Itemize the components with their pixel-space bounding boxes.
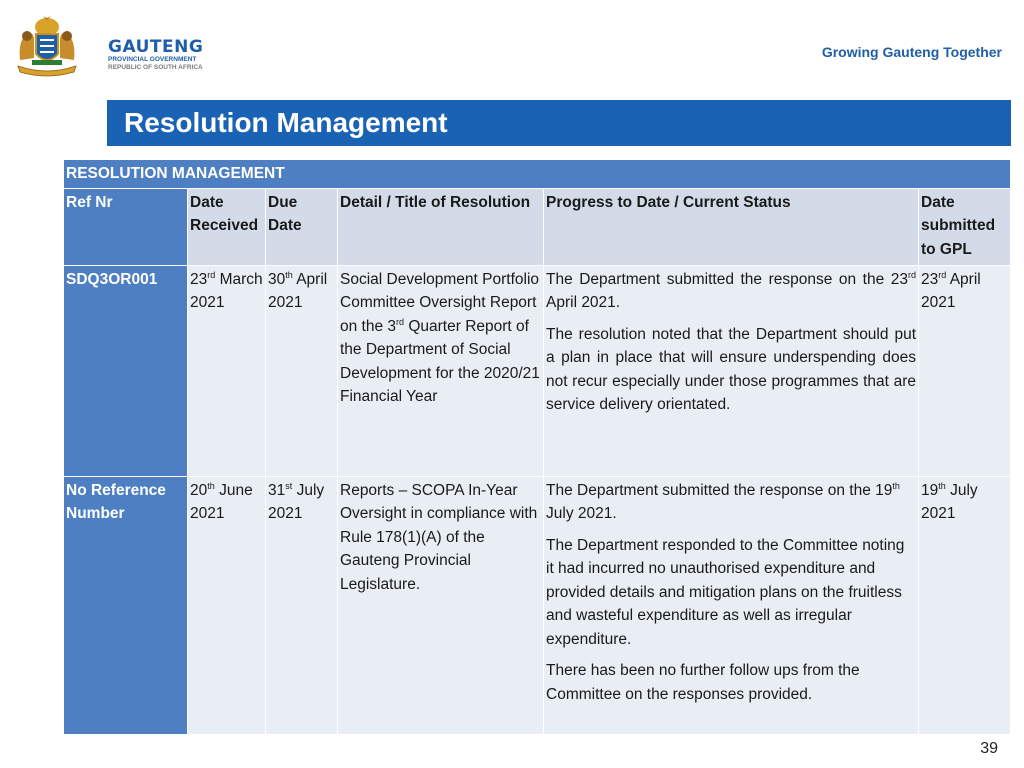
progress-paragraph: The Department submitted the response on the 19th July 2021. [546, 480, 900, 522]
section-title: RESOLUTION MANAGEMENT [64, 160, 1011, 189]
cell-date-submitted: 19th July 2021 [919, 476, 1011, 734]
org-line-1: PROVINCIAL GOVERNMENT [108, 56, 197, 63]
org-name-block [108, 38, 203, 72]
table-section-header [64, 160, 1011, 189]
org-line-2: REPUBLIC OF SOUTH AFRICA [108, 64, 203, 71]
coat-of-arms-logo [12, 14, 82, 78]
cell-due-date: 31st July 2021 [266, 476, 338, 734]
table-column-headers [64, 188, 1011, 265]
table-row [64, 265, 1011, 476]
cell-progress [544, 476, 919, 734]
cell-date-received: 20th June 2021 [188, 476, 266, 734]
cell-due-date: 30th April 2021 [266, 265, 338, 476]
cell-detail: Social Development Portfolio Committee Oversight Report on the 3rd Quarter Report of the Department of Social Development for the 2020/21 Financial Year [338, 265, 544, 476]
cell-detail: Reports – SCOPA In-Year Oversight in compliance with Rule 178(1)(A) of the Gauteng Provincial Legislature. [338, 476, 544, 734]
header-detail: Detail / Title of Resolution [338, 188, 544, 265]
progress-paragraph: The resolution noted that the Department should put a plan in place that will ensure underspending does not recur especially under those programmes that are service delivery orientated. [546, 325, 916, 413]
header-ref: Ref Nr [64, 188, 188, 265]
header-progress: Progress to Date / Current Status [544, 188, 919, 265]
cell-date-received: 23rd March 2021 [188, 265, 266, 476]
cell-progress [544, 265, 919, 476]
resolution-table [63, 159, 1011, 735]
header-date-received: Date Received [188, 188, 266, 265]
cell-ref: No Reference Number [64, 476, 188, 734]
progress-paragraph: The Department responded to the Committee noting it had incurred no unauthorised expenditure and provided details and mitigation plans on the fruitless and wasteful expenditure as well as irregular expenditure. [546, 536, 905, 648]
table-row [64, 476, 1011, 734]
header-date-submitted: Date submitted to GPL [919, 188, 1011, 265]
cell-date-submitted: 23rd April 2021 [919, 265, 1011, 476]
org-name: GAUTENG [108, 37, 204, 57]
progress-paragraph: There has been no further follow ups from the Committee on the responses provided. [546, 662, 860, 703]
header-due-date: Due Date [266, 188, 338, 265]
tagline: Growing Gauteng Together [821, 44, 1002, 60]
cell-ref: SDQ3OR001 [64, 265, 188, 476]
slide-title: Resolution Management [107, 100, 1011, 146]
progress-paragraph: The Department submitted the response on the 23rd April 2021. [546, 269, 916, 311]
page-number: 39 [980, 740, 998, 757]
